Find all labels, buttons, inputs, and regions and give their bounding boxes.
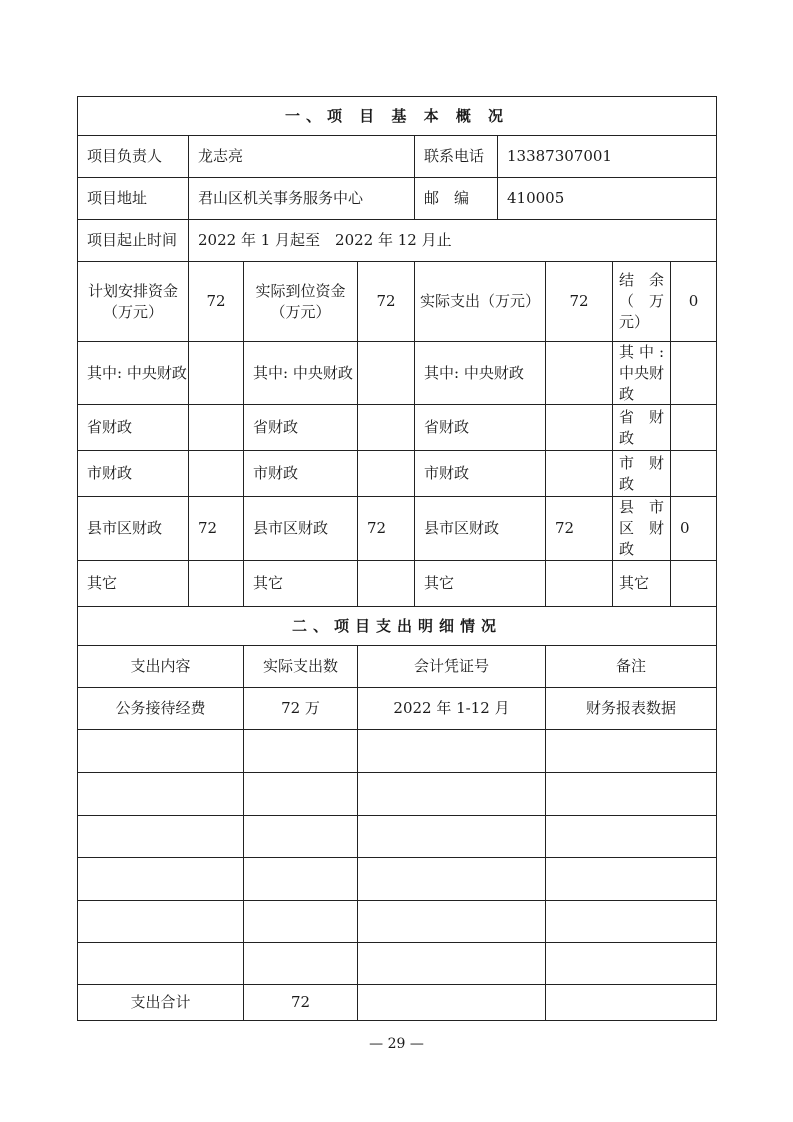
detail-cell <box>357 772 546 816</box>
funds-value <box>670 450 717 497</box>
funds-value <box>188 341 244 405</box>
detail-cell <box>243 815 358 858</box>
detail-cell <box>243 687 358 730</box>
funds-value <box>188 560 244 607</box>
cell-text: 其它 <box>619 574 650 592</box>
phone-value <box>497 135 717 178</box>
cell-text: 72 <box>376 292 396 310</box>
cell-text: 市财政 <box>424 464 470 482</box>
cell-text: 72 万 <box>281 699 320 717</box>
funds-label <box>612 496 671 561</box>
funds-label <box>243 560 358 607</box>
funds-label <box>77 261 189 342</box>
cell-text: 市 财 政 <box>619 453 664 493</box>
funds-value <box>357 450 415 497</box>
section2-title <box>77 606 717 646</box>
cell-text: 其中: 中央财政 <box>619 342 665 403</box>
detail-cell <box>357 729 546 773</box>
cell-text: 2022 年 1 月起至 2022 年 12 月止 <box>198 231 452 249</box>
cell-text: 县市区财政 <box>424 519 500 537</box>
cell-text: 72 <box>569 292 589 310</box>
funds-value <box>545 341 613 405</box>
funds-label <box>77 560 189 607</box>
funds-value <box>670 261 717 342</box>
cell-text: 其它 <box>87 574 118 592</box>
funds-label <box>77 341 189 405</box>
section1-title <box>77 96 717 136</box>
leader-value <box>188 135 415 178</box>
funds-label <box>243 261 358 342</box>
funds-value <box>357 261 415 342</box>
funds-value <box>357 496 415 561</box>
column-header <box>77 645 244 688</box>
leader-label <box>77 135 189 178</box>
funds-value <box>545 261 613 342</box>
funds-value <box>670 560 717 607</box>
postcode-value <box>497 177 717 220</box>
cell-text: 县 市 区 财 政 <box>619 498 664 558</box>
detail-cell <box>243 900 358 943</box>
cell-text: 0 <box>680 519 690 537</box>
funds-label <box>414 341 546 405</box>
cell-text: 实际支出（万元） <box>419 292 540 310</box>
cell-text: 项目地址 <box>87 189 148 207</box>
detail-cell <box>243 942 358 985</box>
cell-text: 其中: 中央财政 <box>87 363 187 382</box>
funds-value <box>670 496 717 561</box>
cell-text: 财务报表数据 <box>585 699 676 717</box>
detail-cell <box>357 900 546 943</box>
cell-text: 二、项目支出明细情况 <box>291 616 502 635</box>
funds-label <box>414 560 546 607</box>
detail-cell <box>77 815 244 858</box>
detail-cell <box>357 687 546 730</box>
detail-cell <box>357 815 546 858</box>
detail-cell <box>357 942 546 985</box>
funds-value <box>545 560 613 607</box>
detail-cell <box>243 729 358 773</box>
funds-label <box>612 341 671 405</box>
detail-cell <box>545 815 717 858</box>
address-value <box>188 177 415 220</box>
funds-label <box>414 450 546 497</box>
detail-cell <box>545 687 717 730</box>
funds-value <box>188 450 244 497</box>
cell-text: 省财政 <box>424 418 470 436</box>
detail-cell <box>77 942 244 985</box>
funds-label <box>612 404 671 451</box>
funds-value <box>188 404 244 451</box>
cell-text: 县市区财政 <box>87 519 163 537</box>
cell-text: 其中: 中央财政 <box>253 363 353 382</box>
total-cell <box>545 984 717 1021</box>
cell-text: 72 <box>206 292 226 310</box>
funds-value <box>188 261 244 342</box>
detail-cell <box>545 900 717 943</box>
funds-value <box>545 404 613 451</box>
cell-text: 其中: 中央财政 <box>424 363 524 382</box>
cell-text: 会计凭证号 <box>413 657 489 675</box>
postcode-label <box>414 177 498 220</box>
cell-text: 市财政 <box>253 464 299 482</box>
detail-cell <box>77 729 244 773</box>
detail-cell <box>545 729 717 773</box>
total-cell <box>357 984 546 1021</box>
detail-cell <box>243 857 358 901</box>
cell-text: 备注 <box>615 657 646 675</box>
cell-text: 君山区机关事务服务中心 <box>198 189 364 207</box>
cell-text: 0 <box>688 292 699 310</box>
cell-text: 其它 <box>424 574 455 592</box>
cell-text: 龙志亮 <box>198 147 244 165</box>
cell-text: 省财政 <box>87 418 133 436</box>
total-cell <box>77 984 244 1021</box>
funds-label <box>77 404 189 451</box>
cell-text: 410005 <box>507 189 565 207</box>
detail-cell <box>77 900 244 943</box>
cell-text: 13387307001 <box>507 147 612 165</box>
detail-cell <box>545 772 717 816</box>
cell-text: 项目负责人 <box>87 147 163 165</box>
cell-text: 联系电话 <box>424 147 485 165</box>
period-label <box>77 219 189 262</box>
funds-label <box>612 450 671 497</box>
cell-text: 实际到位资金（万元） <box>255 281 346 321</box>
cell-text: 邮 编 <box>424 189 470 207</box>
cell-text: 公务接待经费 <box>115 699 206 717</box>
funds-value <box>357 341 415 405</box>
funds-value <box>188 496 244 561</box>
funds-value <box>357 404 415 451</box>
column-header <box>545 645 717 688</box>
funds-value <box>670 341 717 405</box>
detail-cell <box>357 857 546 901</box>
cell-text: 实际支出数 <box>262 657 338 675</box>
total-cell <box>243 984 358 1021</box>
funds-value <box>545 496 613 561</box>
cell-text: 项目起止时间 <box>87 231 178 249</box>
cell-text: 72 <box>198 519 218 537</box>
funds-label <box>414 261 546 342</box>
phone-label <box>414 135 498 178</box>
detail-cell <box>77 857 244 901</box>
funds-label <box>414 404 546 451</box>
column-header <box>243 645 358 688</box>
cell-text: 省 财 政 <box>619 407 664 447</box>
funds-label <box>243 496 358 561</box>
funds-value <box>670 404 717 451</box>
funds-label <box>612 560 671 607</box>
detail-cell <box>77 772 244 816</box>
cell-text: 计划安排资金（万元） <box>87 281 178 321</box>
address-label <box>77 177 189 220</box>
detail-cell <box>545 857 717 901</box>
cell-text: 市财政 <box>87 464 133 482</box>
funds-label <box>77 496 189 561</box>
cell-text: 支出内容 <box>130 657 191 675</box>
funds-label <box>243 404 358 451</box>
cell-text: 县市区财政 <box>253 519 329 537</box>
column-header <box>357 645 546 688</box>
funds-value <box>357 560 415 607</box>
cell-text: 72 <box>555 519 575 537</box>
funds-label <box>243 450 358 497</box>
cell-text: 结余（万元） <box>619 271 664 331</box>
page-number: — 29 — <box>369 1036 424 1052</box>
cell-text: 一、项 目 基 本 概 况 <box>284 106 510 125</box>
period-value <box>188 219 717 262</box>
cell-text: 其它 <box>253 574 284 592</box>
cell-text: 省财政 <box>253 418 299 436</box>
funds-label <box>77 450 189 497</box>
cell-text: 2022 年 1-12 月 <box>393 699 510 717</box>
cell-text: 72 <box>367 519 387 537</box>
cell-text: 支出合计 <box>130 993 191 1011</box>
detail-cell <box>77 687 244 730</box>
detail-cell <box>243 772 358 816</box>
funds-label <box>243 341 358 405</box>
funds-value <box>545 450 613 497</box>
funds-label <box>414 496 546 561</box>
funds-label <box>612 261 671 342</box>
detail-cell <box>545 942 717 985</box>
cell-text: 72 <box>290 993 311 1011</box>
